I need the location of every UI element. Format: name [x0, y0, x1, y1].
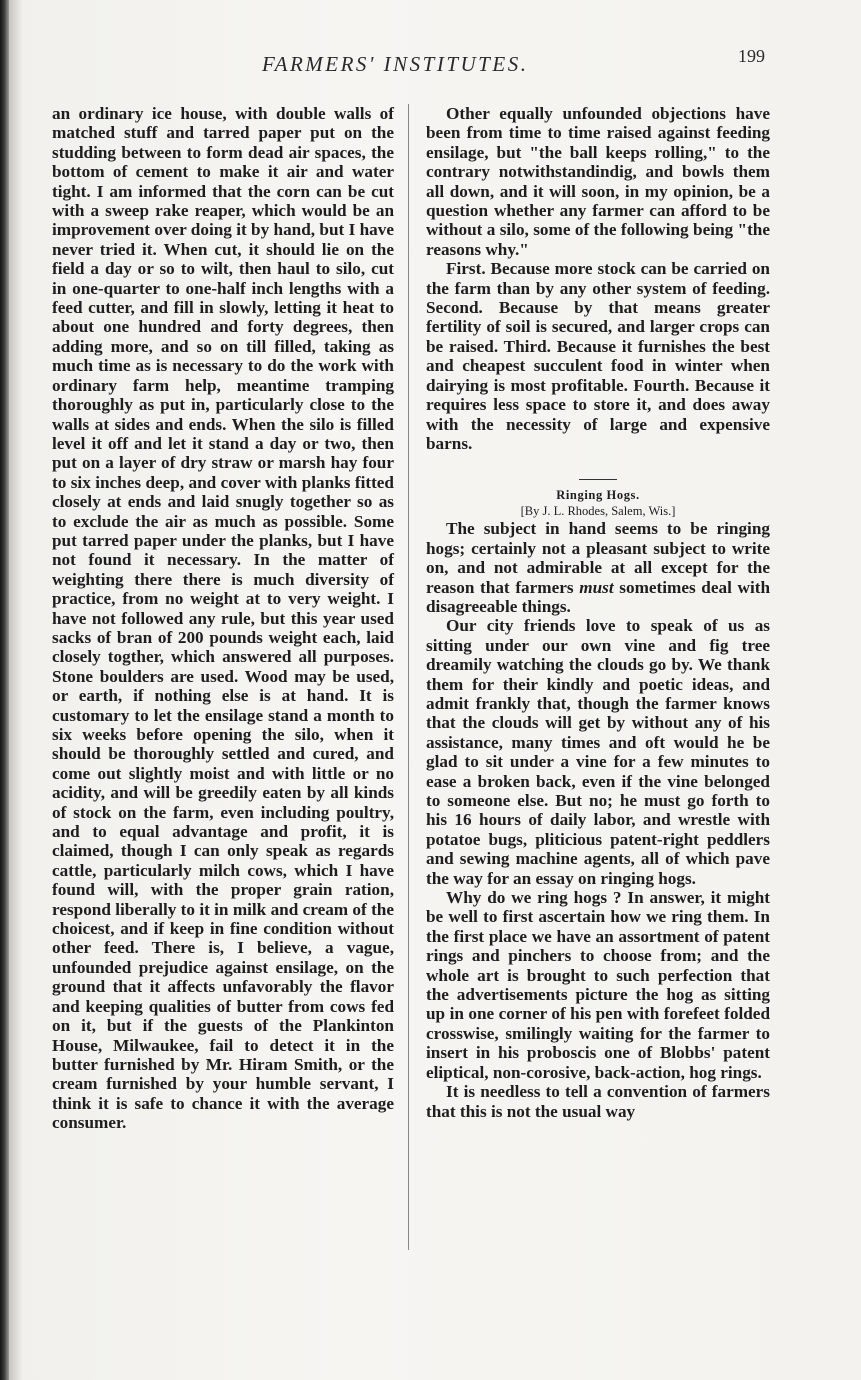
paragraph: Other equally unfounded objections have been from time to time raised against feeding ensilage, but "the ball keeps rolling," to the contrary notwithstandindig, and bowls them all down, and it will soon, in my opinion, be a question whether any farmer can afford to be without a silo, some of the following being "the reasons why." [426, 104, 770, 259]
article-title: Ringing Hogs. [556, 488, 640, 503]
emphasis-text: must [579, 577, 614, 597]
paragraph-text: sometimes deal with disagreeable things. [426, 577, 771, 616]
paragraph: an ordinary ice house, with double walls of matched stuff and tarred paper put on the studding between to form dead air spaces, the bottom of cement to make it air and water tight. I am informed that the corn can be cut with a sweep rake reaper, which would be an improvement over doing it by hand, but I have never tried it. When cut, it should lie on the field a day or so to wilt, then haul to silo, cut in one-quarter to one-half inch lengths with a feed cutter, and fill in slowly, letting it heat to about one hundred and forty degrees, then adding more, and so on till filled, taking as much time as is necessary to do the work with ordinary farm help, meantime tramping thoroughly as put in, particularly close to the walls at sides and ends. When the silo is filled level it off and let it stand a day or two, then put on a layer of dry straw or marsh hay four to six inches deep, and cover with planks fitted closely at ends and laid snugly together so as to exclude the air as much as possible. Some put tarred paper under the planks, but I have not found it necessary. In the matter of weighting there there is much diversity of practice, from no weight at to very weight. I have not followed any rule, but this year used sacks of bran of 200 pounds weight each, laid closely togther, which answered all purposes. Stone boulders are used. Wood may be used, or earth, if nothing else is at hand. It is customary to let the ensilage stand a month to six weeks before opening the silo, when it should be thoroughly settled and cured, and come out slightly moist and with little or no acidity, and will be greedily eaten by all kinds of stock on the farm, even including poultry, and to equal advantage and profit, it is claimed, though I can only speak as regards cattle, particularly milch cows, which I have found will, with the proper grain ration, respond liberally to it in milk and cream of the choicest, and if keep in fine condition without other feed. There is, I believe, a vague, unfounded prejudice against ensilage, on the ground that it affects unfavorably the flavor and keeping qualities of butter from cows fed on it, but if the guests of the Plankinton House, Milwaukee, fail to detect it in the butter furnished by Mr. Hiram Smith, or the cream furnished by your humble servant, I think it is safe to chance it with the average consumer. [52, 104, 394, 1133]
article-byline: [By J. L. Rhodes, Salem, Wis.] [520, 504, 676, 519]
page-number: 199 [738, 46, 765, 66]
paragraph [426, 519, 770, 616]
column-divider [408, 104, 409, 1250]
paragraph: Our city friends love to speak of us as sitting under our own vine and fig tree dreamily watching the clouds go by. We thank them for their kindly and poetic ideas, and admit frankly that, though the farmer knows that the clouds will get by without any of his assistance, many times and oft would he be glad to sit under a vine for a few minutes to ease a broken back, even if the vine belonged to someone else. But no; he must go forth to his 16 hours of daily labor, and wrestle with potatoe bugs, pliticious patent-right peddlers and sewing machine agents, all of which pave the way for an essay on ringing hogs. [426, 616, 770, 888]
paragraph: Why do we ring hogs ? In answer, it might be well to first ascertain how we ring them. In the first place we have an assortment of patent rings and pinchers to choose from; and the whole art is brought to such perfection that the advertisements picture the hog as sitting up in one corner of his pen with forefeet folded crosswise, smilingly waiting for the farmer to insert in his proboscis one of Blobbs' patent eliptical, non-corosive, back-action, hog rings. [426, 888, 770, 1082]
paragraph: It is needless to tell a convention of farmers that this is not the usual way [426, 1082, 770, 1121]
left-column [52, 104, 394, 1133]
section-separator [579, 479, 617, 480]
right-column [426, 104, 770, 1121]
gutter-shading [9, 0, 23, 1380]
running-title: FARMERS' INSTITUTES. [262, 52, 529, 76]
paragraph: First. Because more stock can be carried on the farm than by any other system of feeding. Second. Because by that means greater fertility of soil is secured, and larger crops can be raised. Third. Because it furnishes the best and cheapest succulent food in winter when dairying is most profitable. Fourth. Because it requires less space to store it, and does away with the necessity of large and expensive barns. [426, 259, 770, 453]
book-spine-shadow [0, 0, 9, 1380]
paragraph-text: The subject in hand seems to be ringing hogs; certainly not a pleasant subject to write on, and not admirable at all except for the reason that farmers [426, 519, 770, 597]
